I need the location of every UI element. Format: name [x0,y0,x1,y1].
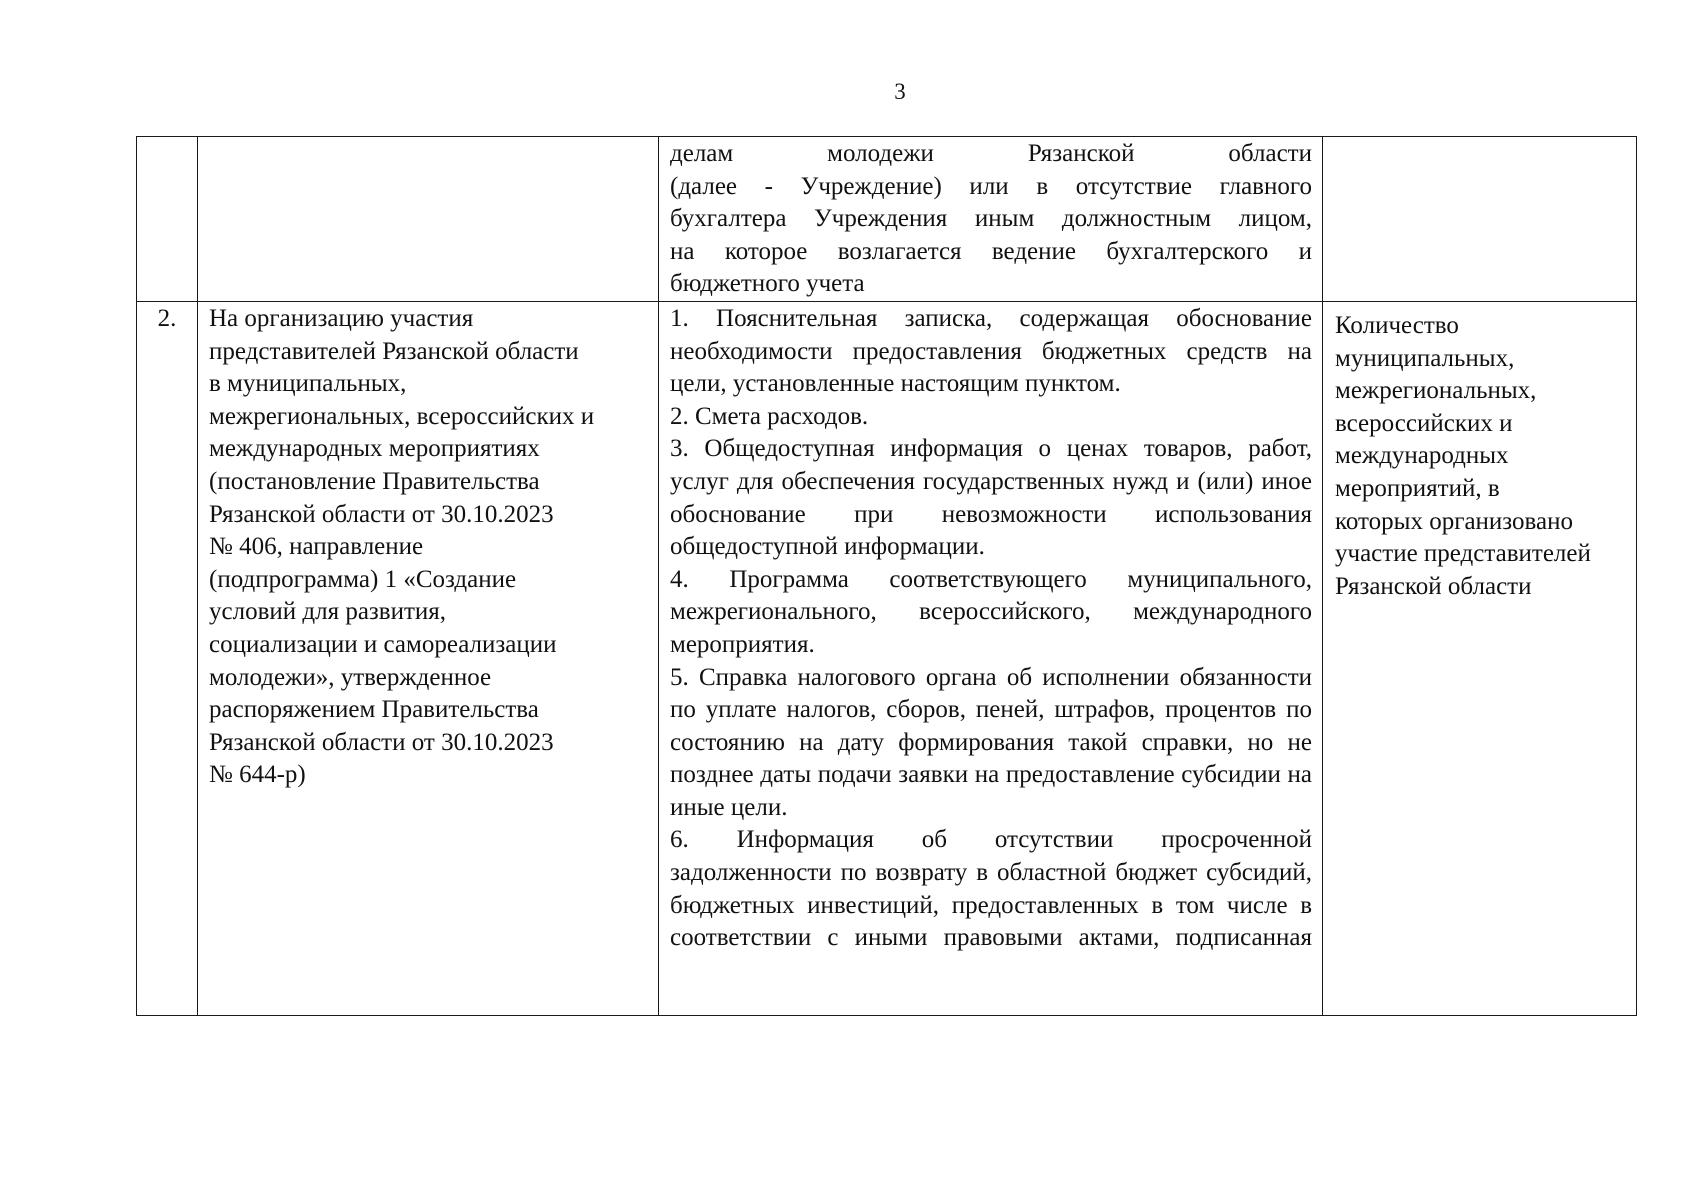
indicator-cell [1323,137,1637,302]
documents-cell [659,137,1323,302]
indicator-line: участие представителей [1335,540,1591,568]
purpose-cell [198,137,659,302]
indicator-text [1323,137,1636,145]
purpose-line: межрегиональных, всероссийских и [209,402,595,430]
purpose-line: На организацию участия [209,304,474,332]
document-item: 4. Программа соответствующего муниципального, межрегионального, всероссийского, международного мероприятия. [670,565,1312,658]
documents-line: делам молодежи Рязанской области [670,140,1312,167]
page-number: 3 [894,79,906,104]
table-row-continued [137,137,1637,302]
documents-line: (далее - Учреждение) или в отсутствие главного [670,172,1312,200]
purpose-text [198,137,658,138]
indicator-line: всероссийских и [1335,409,1513,437]
document-item: 1. Пояснительная записка, содержащая обоснование необходимости предоставления бюджетных средств на цели, установленные настоящим пунктом. [670,304,1312,398]
documents-line: бухгалтера Учреждения иным должностным лицом, [670,205,1312,233]
purpose-line: молодежи», утвержденное [209,663,492,691]
purpose-line: социализации и самореализации [209,630,557,658]
indicator-cell [1323,301,1637,1015]
purpose-line: в муниципальных, [209,370,407,398]
row-number: 2. [157,304,177,332]
purpose-line: № 406, направление [209,533,424,561]
document-item: 6. Информация об отсутствии просроченной задолженности по возврату в областной бюджет субсидий, бюджетных инвестиций, предоставленных в том числе в соответствии с иными правовыми актами, подписанная [670,826,1312,952]
purpose-line: № 644-р) [209,761,306,789]
purpose-line: (подпрограмма) 1 «Создание [209,565,517,593]
purpose-line: Рязанской области от 30.10.2023 [209,500,554,528]
purpose-line: Рязанской области от 30.10.2023 [209,728,554,756]
documents-cell [659,301,1323,1015]
document-item: 5. Справка налогового органа об исполнении обязанности по уплате налогов, сборов, пеней, штрафов, процентов по состоянию на дату формирования такой справки, но не позднее даты подачи заявки на предоставление субсидии на иные цели. [670,663,1312,821]
indicator-line: межрегиональных, [1335,377,1537,405]
indicator-line: Количество [1335,311,1459,339]
document-item: 3. Общедоступная информация о ценах товаров, работ, услуг для обеспечения государственных нужд и (или) иное обоснование при невозможности использования общедоступной информации. [670,435,1312,561]
purpose-line: распоряжением Правительства [209,696,539,724]
indicator-line: международных [1335,442,1509,470]
documents-continued [659,137,1322,301]
indicator-line: которых организовано [1335,507,1573,535]
indicator-line: Рязанской области [1335,572,1532,600]
purpose-cell [198,301,659,1015]
row-number-cell [137,301,198,1015]
documents-line: на которое возлагается ведение бухгалтерского и [670,237,1312,265]
row-number [137,137,197,138]
purpose-line: условий для развития, [209,598,447,626]
purpose-line: представителей Рязанской области [209,337,579,365]
purpose-line: международных мероприятиях [209,435,540,463]
purpose-line: (постановление Правительства [209,467,540,495]
documents-line: бюджетного учета [670,270,865,298]
indicator-text [1323,302,1636,603]
row-number-cell [137,137,198,302]
purpose-text [198,302,658,792]
indicator-line: муниципальных, [1335,344,1515,372]
documents-list [659,302,1322,955]
indicator-line: мероприятий, в [1335,474,1500,502]
documents-table [136,136,1637,1016]
document-item: 2. Смета расходов. [670,402,869,430]
table-row-2 [137,301,1637,1015]
